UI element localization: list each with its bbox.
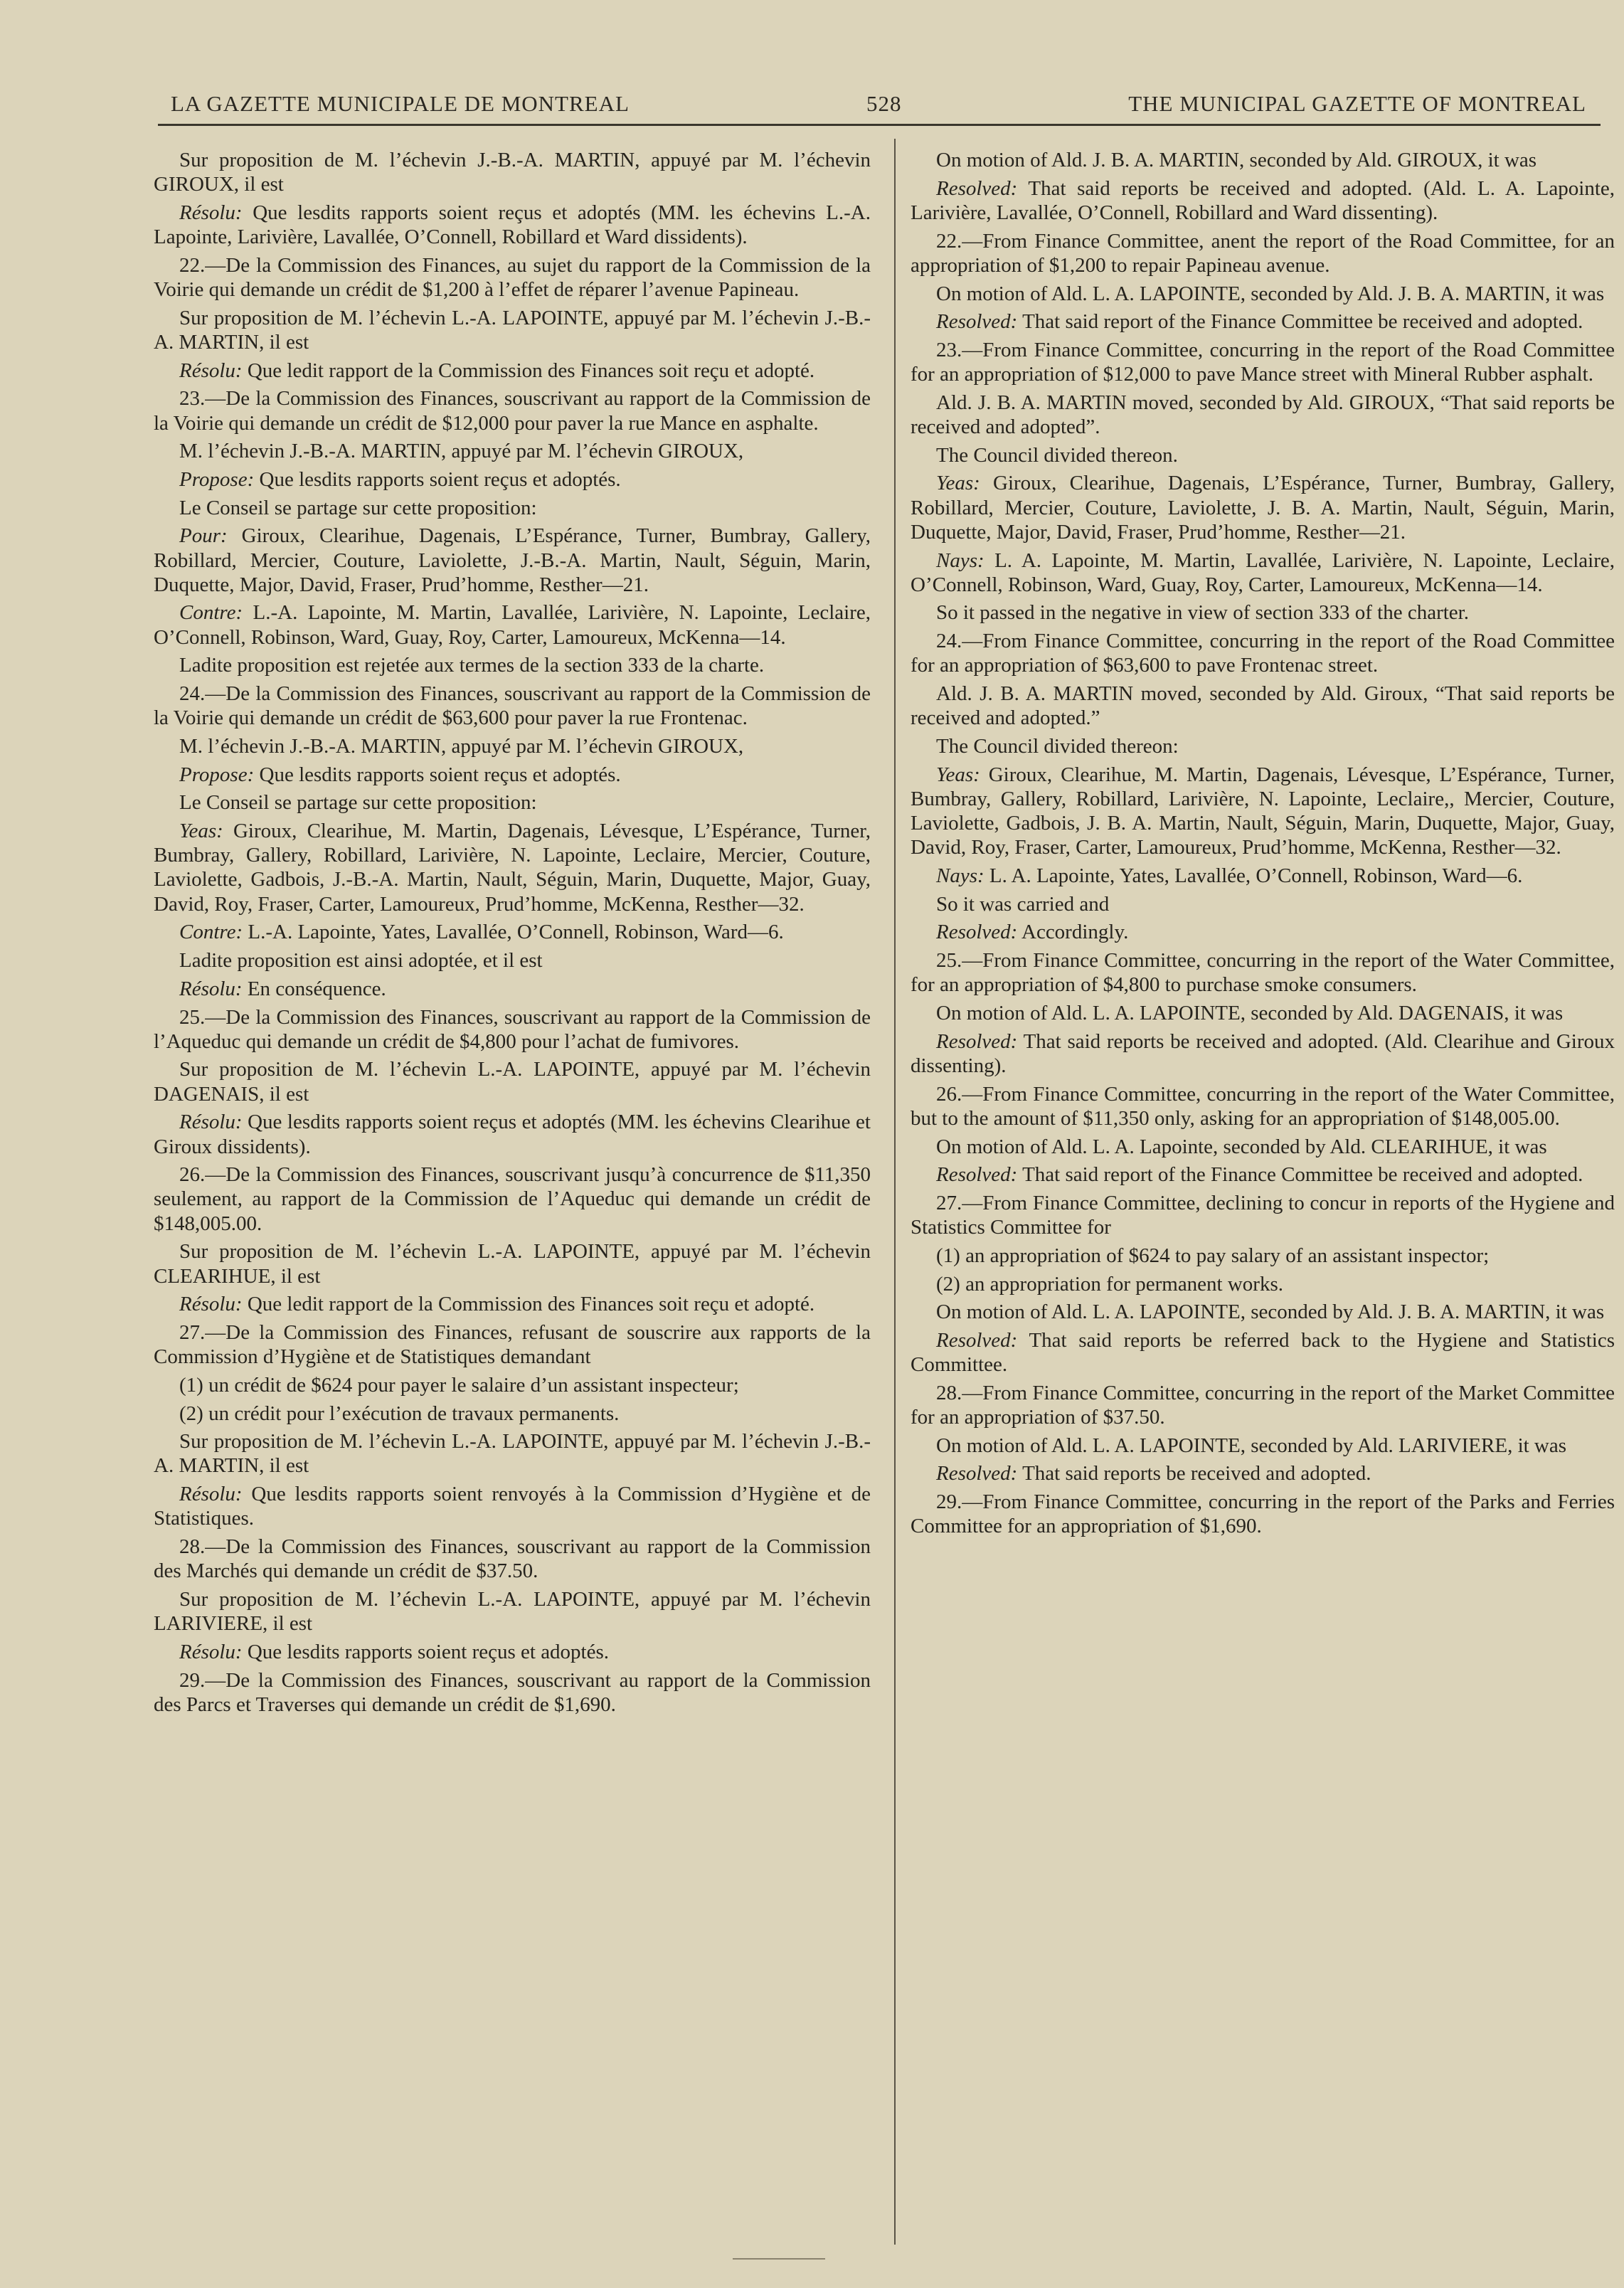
paragraph-text: (2) un crédit pour l’exécution de travaux permanents. — [179, 1402, 620, 1425]
french-paragraph — [154, 253, 871, 302]
paragraph-text: Le Conseil se partage sur cette proposition: — [179, 496, 537, 519]
paragraph-text: Ald. J. B. A. MARTIN moved, seconded by Ald. GIROUX, “That said reports be received and adopted”. — [911, 391, 1615, 439]
paragraph-text: On motion of Ald. L. A. LAPOINTE, seconded by Ald. LARIVIERE, it was — [936, 1434, 1567, 1457]
paragraph-label: Yeas: — [936, 763, 980, 786]
french-paragraph — [154, 1005, 871, 1054]
paragraph-label: Yeas: — [179, 820, 223, 843]
english-paragraph — [911, 1461, 1615, 1485]
english-paragraph — [911, 1162, 1615, 1187]
paragraph-text: Giroux, Clearihue, Dagenais, L’Espérance, Turner, Bumbray, Gallery, Robillard, Mercier, Couture, Laviolette, J. B. A. Martin, Nault, Séguin, Marin, Duquette, Major, David, Fraser, Prud’homme, Resther—21. — [911, 472, 1615, 544]
paragraph-text: M. l’échevin J.-B.-A. MARTIN, appuyé par M. l’échevin GIROUX, — [179, 440, 744, 463]
paragraph-text: Le Conseil se partage sur cette proposition: — [179, 791, 537, 815]
french-paragraph — [154, 790, 871, 815]
english-column — [911, 148, 1615, 1542]
french-paragraph — [154, 1640, 871, 1664]
paragraph-text: Ladite proposition est rejetée aux termes de la section 333 de la charte. — [179, 654, 765, 677]
paragraph-text: Sur proposition de M. l’échevin J.-B.-A. MARTIN, appuyé par M. l’échevin GIROUX, il est — [154, 149, 871, 196]
paragraph-text: Accordingly. — [1021, 921, 1129, 944]
english-paragraph — [911, 629, 1615, 677]
french-paragraph — [154, 1162, 871, 1236]
paragraph-text: L. A. Lapointe, M. Martin, Lavallée, Larivière, N. Lapointe, Leclaire, O’Connell, Robinson, Ward, Guay, Roy, Carter, Lamoureux, McKenna—14. — [911, 549, 1615, 596]
paragraph-label: Contre: — [179, 601, 243, 625]
paragraph-text: Que lesdits rapports soient reçus et adoptés. — [247, 1640, 610, 1663]
paragraph-text: (1) an appropriation of $624 to pay salary of an assistant inspector; — [936, 1244, 1490, 1267]
english-paragraph — [911, 229, 1615, 277]
french-paragraph — [154, 1057, 871, 1106]
paragraph-text: On motion of Ald. L. A. LAPOINTE, seconded by Ald. J. B. A. MARTIN, it was — [936, 1301, 1605, 1324]
paragraph-text: That said report of the Finance Committee be received and adopted. — [1022, 1163, 1583, 1187]
paragraph-text: That said reports be received and adopted. (Ald. L. A. Lapointe, Larivière, Lavallée, O’Connell, Robillard and Ward dissenting). — [911, 176, 1615, 224]
english-paragraph — [911, 1191, 1615, 1239]
paragraph-text: Sur proposition de M. l’échevin L.-A. LAPOINTE, appuyé par M. l’échevin J.-B.-A. MARTIN, il est — [154, 1430, 871, 1478]
paragraph-label: Resolved: — [936, 921, 1018, 944]
french-paragraph — [154, 201, 871, 249]
header-title-english: THE MUNICIPAL GAZETTE OF MONTREAL — [1128, 91, 1586, 116]
english-paragraph — [911, 734, 1615, 758]
paragraph-text: 26.—De la Commission des Finances, souscrivant jusqu’à concurrence de $11,350 seulement, au rapport de la Commission de l’Aqueduc qui demande un crédit de $148,005.00. — [154, 1163, 871, 1235]
paragraph-text: That said reports be received and adopted. — [1022, 1462, 1371, 1485]
paragraph-text: Giroux, Clearihue, M. Martin, Dagenais, Lévesque, L’Espérance, Turner, Bumbray, Gallery, Robillard, Larivière, N. Lapointe, Leclaire, Mercier, Couture, Laviolette, Gadbois, J.-B.-A. Martin, Nault, Séguin, Marin, Duquette, Major, Guay, David, Roy, Fraser, Carter, Lamoureux, Prud’homme, McKenna, Resther—32. — [154, 820, 871, 916]
paragraph-text: 27.—From Finance Committee, declining to concur in reports of the Hygiene and Statistics Committee for — [911, 1191, 1615, 1239]
paragraph-label: Resolved: — [936, 176, 1018, 200]
paragraph-text: 24.—De la Commission des Finances, souscrivant au rapport de la Commission de la Voirie qui demande un crédit de $63,600 pour paver la rue Frontenac. — [154, 682, 871, 730]
paragraph-text: Ald. J. B. A. MARTIN moved, seconded by Ald. Giroux, “That said reports be received and adopted.” — [911, 682, 1615, 730]
french-paragraph — [154, 1373, 871, 1397]
french-paragraph — [154, 1429, 871, 1478]
english-paragraph — [911, 471, 1615, 544]
paragraph-text: L.-A. Lapointe, M. Martin, Lavallée, Larivière, N. Lapointe, Leclaire, O’Connell, Robinson, Ward, Guay, Roy, Carter, Lamoureux, McKenna—14. — [154, 601, 871, 649]
paragraph-text: (1) un crédit de $624 pour payer le salaire d’un assistant inspecteur; — [179, 1373, 739, 1397]
french-paragraph — [154, 977, 871, 1001]
english-paragraph — [911, 443, 1615, 467]
paragraph-text: 28.—De la Commission des Finances, souscrivant au rapport de la Commission des Marchés qui demande un crédit de $37.50. — [154, 1535, 871, 1583]
french-paragraph — [154, 1587, 871, 1636]
english-paragraph — [911, 1490, 1615, 1538]
paragraph-text: 23.—From Finance Committee, concurring in the report of the Road Committee for an appropriation of $12,000 to pave Mance street with Mineral Rubber asphalt. — [911, 338, 1615, 386]
paragraph-text: That said report of the Finance Committee be received and adopted. — [1022, 310, 1583, 334]
paragraph-text: On motion of Ald. L. A. LAPOINTE, seconded by Ald. DAGENAIS, it was — [936, 1002, 1564, 1024]
paragraph-text: On motion of Ald. L. A. LAPOINTE, seconded by Ald. J. B. A. MARTIN, it was — [936, 282, 1605, 305]
paragraph-text: Sur proposition de M. l’échevin L.-A. LAPOINTE, appuyé par M. l’échevin J.-B.-A. MARTIN, il est — [154, 306, 871, 354]
paragraph-label: Résolu: — [179, 977, 243, 1000]
french-paragraph — [154, 1482, 871, 1530]
paragraph-text: That said reports be received and adopted. (Ald. Clearihue and Giroux dissenting). — [911, 1029, 1615, 1077]
english-paragraph — [911, 1300, 1615, 1324]
paragraph-text: Que lesdits rapports soient reçus et adoptés. — [259, 763, 621, 786]
english-paragraph — [911, 864, 1615, 888]
paragraph-label: Resolved: — [936, 1462, 1018, 1485]
paragraph-text: Que lesdits rapports soient reçus et adoptés. — [259, 467, 621, 491]
paragraph-text: Que ledit rapport de la Commission des Finances soit reçu et adopté. — [247, 1293, 815, 1316]
french-paragraph — [154, 1668, 871, 1717]
paragraph-label: Résolu: — [179, 1483, 243, 1506]
paragraph-text: Que lesdits rapports soient reçus et adoptés (MM. les échevins Clearihue et Giroux dissidents). — [154, 1111, 871, 1158]
french-paragraph — [154, 763, 871, 787]
paragraph-text: 25.—From Finance Committee, concurring in the report of the Water Committee, for an appropriation of $4,800 to purchase smoke consumers. — [911, 949, 1615, 997]
french-paragraph — [154, 819, 871, 916]
french-paragraph — [154, 1320, 871, 1369]
english-paragraph — [911, 176, 1615, 225]
paragraph-label: Nays: — [936, 864, 985, 887]
paragraph-text: Que lesdits rapports soient reçus et adoptés (MM. les échevins L.-A. Lapointe, Larivière, Lavallée, O’Connell, Robillard et Ward dissidents). — [154, 201, 871, 249]
paragraph-text: Ladite proposition est ainsi adoptée, et il est — [179, 949, 543, 973]
paragraph-text: 28.—From Finance Committee, concurring in the report of the Market Committee for an appropriation of $37.50. — [911, 1381, 1615, 1429]
paragraph-text: Sur proposition de M. l’échevin L.-A. LAPOINTE, appuyé par M. l’échevin LARIVIERE, il est — [154, 1587, 871, 1636]
paragraph-label: Résolu: — [179, 1640, 243, 1663]
paragraph-text: So it passed in the negative in view of section 333 of the charter. — [936, 601, 1469, 625]
french-paragraph — [154, 496, 871, 520]
paragraph-text: M. l’échevin J.-B.-A. MARTIN, appuyé par M. l’échevin GIROUX, — [179, 734, 744, 758]
paragraph-text: 22.—From Finance Committee, anent the report of the Road Committee, for an appropriation of $1,200 to repair Papineau avenue. — [911, 229, 1615, 277]
paragraph-label: Resolved: — [936, 1163, 1018, 1187]
english-paragraph — [911, 1381, 1615, 1429]
paragraph-text: Sur proposition de M. l’échevin L.-A. LAPOINTE, appuyé par M. l’échevin DAGENAIS, il est — [154, 1058, 871, 1106]
english-paragraph — [911, 1272, 1615, 1296]
paragraph-text: 23.—De la Commission des Finances, souscrivant au rapport de la Commission de la Voirie qui demande un crédit de $12,000 pour paver la rue Mance en asphalte. — [154, 387, 871, 435]
paragraph-label: Propose: — [179, 467, 255, 491]
french-paragraph — [154, 682, 871, 730]
page-number: 528 — [866, 91, 902, 116]
paragraph-label: Résolu: — [179, 201, 243, 224]
english-paragraph — [911, 549, 1615, 597]
paragraph-text: 29.—From Finance Committee, concurring in the report of the Parks and Ferries Committee for an appropriation of $1,690. — [911, 1490, 1615, 1538]
paragraph-text: Giroux, Clearihue, M. Martin, Dagenais, Lévesque, L’Espérance, Turner, Bumbray, Gallery, Robillard, Larivière, N. Lapointe, Leclaire,, Mercier, Couture, Laviolette, Gadbois, J. B. A. Martin, Nault, Séguin, Marin, Duquette, Major, Guay, David, Roy, Fraser, Carter, Lamoureux, Prud’homme, McKenna, Resther—32. — [911, 763, 1615, 859]
french-paragraph — [154, 386, 871, 435]
paragraph-label: Propose: — [179, 763, 255, 786]
english-paragraph — [911, 763, 1615, 860]
paragraph-text: 27.—De la Commission des Finances, refusant de souscrire aux rapports de la Commission d’Hygiène et de Statistiques demandant — [154, 1320, 871, 1369]
french-paragraph — [154, 734, 871, 758]
french-paragraph — [154, 359, 871, 383]
french-paragraph — [154, 1292, 871, 1316]
paragraph-text: L. A. Lapointe, Yates, Lavallée, O’Connell, Robinson, Ward—6. — [989, 864, 1523, 887]
french-paragraph — [154, 467, 871, 492]
paragraph-text: That said reports be referred back to the Hygiene and Statistics Committee. — [911, 1328, 1615, 1377]
header-title-french: LA GAZETTE MUNICIPALE DE MONTREAL — [171, 91, 630, 116]
french-paragraph — [154, 920, 871, 944]
french-paragraph — [154, 1535, 871, 1583]
english-paragraph — [911, 1135, 1615, 1159]
paragraph-label: Résolu: — [179, 359, 243, 382]
paragraph-text: 25.—De la Commission des Finances, souscrivant au rapport de la Commission de l’Aqueduc qui demande un crédit de $4,800 pour l’achat de fumivores. — [154, 1005, 871, 1053]
french-paragraph — [154, 1110, 871, 1158]
french-paragraph — [154, 1239, 871, 1288]
paragraph-label: Pour: — [179, 524, 228, 548]
paragraph-text: The Council divided thereon. — [936, 443, 1178, 467]
english-paragraph — [911, 338, 1615, 386]
english-paragraph — [911, 1434, 1615, 1458]
paragraph-text: L.-A. Lapointe, Yates, Lavallée, O’Connell, Robinson, Ward—6. — [248, 921, 784, 944]
paragraph-text: Sur proposition de M. l’échevin L.-A. LAPOINTE, appuyé par M. l’échevin CLEARIHUE, il est — [154, 1240, 871, 1288]
english-paragraph — [911, 920, 1615, 944]
english-paragraph — [911, 1029, 1615, 1078]
paragraph-text: En conséquence. — [247, 977, 386, 1000]
english-paragraph — [911, 148, 1615, 172]
english-paragraph — [911, 892, 1615, 916]
paragraph-label: Résolu: — [179, 1111, 243, 1134]
paragraph-label: Yeas: — [936, 472, 980, 495]
paragraph-text: 24.—From Finance Committee, concurring in the report of the Road Committee for an appropriation of $63,600 to pave Frontenac street. — [911, 630, 1615, 677]
french-paragraph — [154, 439, 871, 463]
column-divider — [894, 139, 896, 2245]
english-paragraph — [911, 600, 1615, 625]
french-paragraph — [154, 948, 871, 973]
french-paragraph — [154, 600, 871, 649]
paragraph-label: Resolved: — [936, 310, 1018, 334]
paragraph-label: Contre: — [179, 921, 243, 944]
paragraph-text: So it was carried and — [936, 892, 1110, 916]
english-paragraph — [911, 309, 1615, 334]
paragraph-label: Résolu: — [179, 1293, 243, 1316]
paragraph-text: The Council divided thereon: — [936, 734, 1179, 758]
footer-mark — [733, 2258, 825, 2260]
paragraph-text: Giroux, Clearihue, Dagenais, L’Espérance, Turner, Bumbray, Gallery, Robillard, Mercier, Couture, Laviolette, J.-B.-A. Martin, Nault, Séguin, Marin, Duquette, Major, David, Fraser, Prud’homme, Resther—21. — [154, 524, 871, 596]
paragraph-label: Resolved: — [936, 1029, 1018, 1053]
paragraph-text: 29.—De la Commission des Finances, souscrivant au rapport de la Commission des Parcs et Traverses qui demande un crédit de $1,690. — [154, 1668, 871, 1716]
page-header — [171, 83, 1586, 125]
english-paragraph — [911, 1328, 1615, 1377]
french-paragraph — [154, 653, 871, 677]
english-paragraph — [911, 1082, 1615, 1130]
french-column — [154, 148, 871, 1720]
french-paragraph — [154, 306, 871, 354]
paragraph-text: 26.—From Finance Committee, concurring in the report of the Water Committee, but to the amount of $11,350 only, asking for an appropriation of $148,005.00. — [911, 1082, 1615, 1130]
paragraph-label: Nays: — [936, 549, 985, 572]
french-paragraph — [154, 524, 871, 597]
english-paragraph — [911, 282, 1615, 306]
paragraph-label: Resolved: — [936, 1328, 1018, 1352]
paragraph-text: 22.—De la Commission des Finances, au sujet du rapport de la Commission de la Voirie qui demande un crédit de $1,200 à l’effet de réparer l’avenue Papineau. — [154, 253, 871, 302]
paragraph-text: Que ledit rapport de la Commission des Finances soit reçu et adopté. — [247, 359, 815, 382]
paragraph-text: Que lesdits rapports soient renvoyés à la Commission d’Hygiène et de Statistiques. — [154, 1483, 871, 1530]
french-paragraph — [154, 148, 871, 196]
english-paragraph — [911, 682, 1615, 730]
english-paragraph — [911, 1244, 1615, 1268]
header-rule — [158, 124, 1601, 126]
paragraph-text: (2) an appropriation for permanent works. — [936, 1272, 1284, 1296]
english-paragraph — [911, 948, 1615, 997]
paragraph-text: On motion of Ald. L. A. Lapointe, seconded by Ald. CLEARIHUE, it was — [936, 1135, 1547, 1158]
paragraph-text: On motion of Ald. J. B. A. MARTIN, seconded by Ald. GIROUX, it was — [936, 149, 1537, 171]
french-paragraph — [154, 1402, 871, 1426]
english-paragraph — [911, 391, 1615, 439]
english-paragraph — [911, 1001, 1615, 1025]
